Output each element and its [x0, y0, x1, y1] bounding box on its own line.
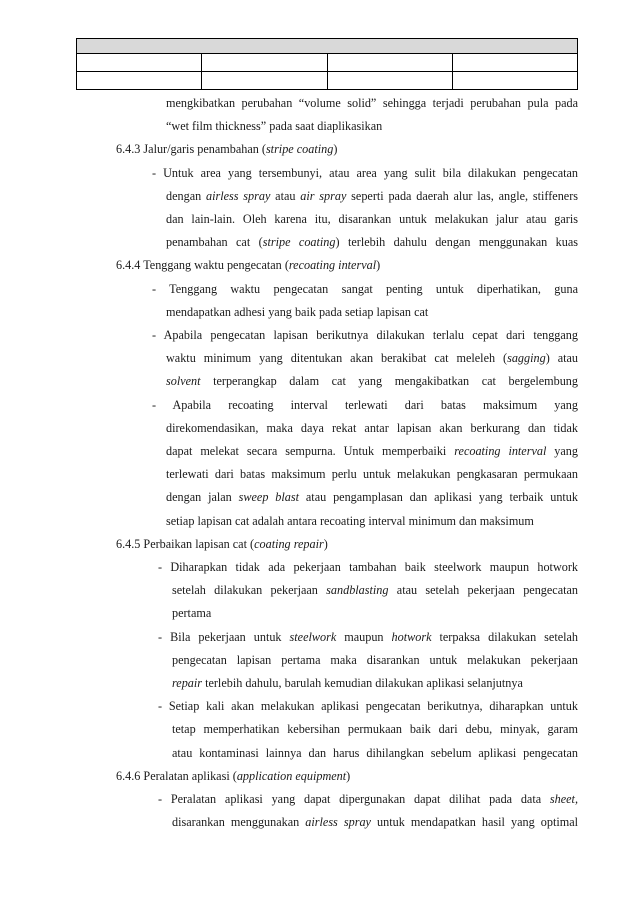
text-line	[172, 721, 578, 737]
text-line	[116, 536, 416, 552]
text-span: dengan	[166, 188, 206, 203]
text-line	[166, 513, 578, 529]
text-line	[166, 118, 466, 134]
text-line	[166, 350, 578, 366]
text-span: terlebih dahulu, barulah kemudian dilakukan aplikasi selanjutnya	[202, 676, 523, 690]
text-span: terlewati dari batas maksimum perlu untuk melakukan pengkasaran permukaan	[166, 467, 578, 482]
text-span: - Peralatan aplikasi yang dapat dipergunakan dapat dilihat pada data	[158, 792, 550, 806]
text-span: 6.4.3 Jalur/garis penambahan (	[116, 142, 266, 157]
text-span: setiap lapisan cat adalah antara recoating interval minimum dan maksimum	[166, 513, 534, 528]
text-span: 6.4.5 Perbaikan lapisan cat (	[116, 536, 255, 551]
text-line	[172, 745, 578, 761]
italic-text: airless spray	[206, 188, 271, 203]
text-line	[166, 373, 578, 389]
text-line	[172, 582, 578, 598]
text-span: - Apabila pengecatan lapisan berikutnya dilakukan terlalu cepat dari tenggang	[152, 328, 578, 342]
text-span: pengecatan lapisan pertama maka disarankan untuk melakukan pekerjaan	[172, 652, 578, 667]
text-span: 6.4.4 Tenggang waktu pengecatan (	[116, 258, 289, 273]
italic-text: application equipment	[236, 768, 347, 783]
text-line	[166, 420, 578, 436]
italic-text: solvent	[166, 374, 201, 389]
text-line	[172, 675, 578, 691]
text-line	[152, 281, 578, 297]
text-span: dapat melekat secara sempurna. Untuk memperbaiki	[166, 444, 455, 458]
text-span: untuk mendapatkan hasil yang optimal	[370, 815, 578, 830]
italic-text: sweep blast	[238, 490, 300, 505]
text-span: maupun	[336, 629, 392, 644]
italic-text: hotwork	[391, 629, 432, 644]
italic-text: recoating interval	[454, 444, 547, 458]
text-line	[158, 791, 578, 807]
text-line	[166, 489, 578, 505]
text-span: )	[333, 142, 338, 157]
header-table-cell	[202, 72, 327, 90]
text-span: seperti pada daerah alur las, angle, stiffeners	[346, 188, 578, 203]
text-span: terperangkap dalam cat yang mengakibatkan cat bergelembung	[200, 374, 578, 389]
text-span: atau	[270, 188, 301, 203]
text-line	[152, 165, 578, 181]
header-table-title-cell	[77, 39, 578, 54]
text-span: - Bila pekerjaan untuk	[158, 629, 290, 644]
text-line	[152, 327, 578, 343]
header-table-cell	[77, 72, 202, 90]
text-line	[116, 141, 416, 157]
text-span: atau setelah pekerjaan pengecatan	[388, 583, 578, 598]
text-span: direkomendasikan, maka daya rekat antar lapisan akan berkurang dan tidak	[166, 420, 578, 435]
italic-text: stripe coating	[262, 235, 336, 250]
header-table-cell	[327, 72, 452, 90]
text-span: mendapatkan adhesi yang baik pada setiap lapisan cat	[166, 304, 429, 319]
text-span: - Diharapkan tidak ada pekerjaan tambahan baik steelwork maupun hotwork	[158, 560, 578, 574]
italic-text: air spray	[300, 188, 347, 203]
text-span: ) terlebih dahulu dengan menggunakan kuas	[335, 235, 578, 250]
text-line	[172, 814, 578, 830]
text-span: tetap memperhatikan kebersihan permukaan baik dari debu, minyak, garam	[172, 722, 578, 737]
text-span: yang	[546, 444, 578, 458]
text-span: )	[323, 536, 328, 551]
italic-text: sagging	[507, 351, 546, 366]
text-line	[166, 466, 578, 482]
text-span: - Untuk area yang tersembunyi, atau area yang sulit bila dilakukan pengecatan	[152, 165, 578, 180]
text-line	[166, 234, 578, 250]
italic-text: sandblasting	[326, 583, 389, 598]
text-span: dan lain-lain. Oleh karena itu, disarankan untuk melakukan jalur atau garis	[166, 212, 578, 226]
text-line	[116, 257, 416, 273]
italic-text: airless spray	[305, 815, 371, 830]
text-span: “wet film thickness” pada saat diaplikasikan	[166, 119, 383, 134]
text-span: )	[376, 258, 381, 273]
text-line	[158, 698, 578, 714]
italic-text: steelwork	[289, 629, 337, 644]
text-span: atau kontaminasi lainnya dan harus dihilangkan sebelum aplikasi pengecatan	[172, 745, 578, 760]
header-table-cell	[327, 54, 452, 72]
text-line	[166, 211, 578, 227]
text-line	[166, 304, 466, 320]
text-span: 6.4.6 Peralatan aplikasi (	[116, 768, 237, 783]
italic-text: recoating interval	[288, 258, 377, 273]
text-line	[172, 652, 578, 668]
text-line	[172, 605, 272, 621]
text-span: )	[346, 768, 351, 783]
text-span: mengkibatkan perubahan “volume solid” sehingga terjadi perubahan pula pada	[166, 96, 578, 110]
header-table-cell	[452, 54, 577, 72]
text-span: atau pengamplasan dan aplikasi yang terbaik untuk	[299, 490, 578, 505]
text-line	[116, 768, 416, 784]
header-table-cell	[77, 54, 202, 72]
text-span: disarankan menggunakan	[172, 815, 306, 830]
text-span: pertama	[172, 606, 212, 621]
text-span: penambahan cat (	[166, 235, 263, 250]
header-table	[76, 38, 578, 90]
text-span: ) atau	[545, 351, 578, 366]
italic-text: repair	[172, 676, 203, 690]
text-line	[166, 443, 578, 459]
text-line	[158, 629, 578, 645]
italic-text: sheet,	[549, 792, 578, 806]
italic-text: coating repair	[254, 536, 324, 551]
text-span: terpaksa dilakukan setelah	[431, 629, 579, 644]
text-line	[166, 188, 578, 204]
text-span: waktu minimum yang ditentukan akan berakibat cat meleleh (	[166, 351, 508, 366]
text-span: dengan jalan	[166, 490, 239, 505]
text-span: - Tenggang waktu pengecatan sangat penting untuk diperhatikan, guna	[152, 281, 578, 296]
text-line	[166, 95, 578, 111]
text-line	[152, 397, 578, 413]
text-line	[158, 559, 578, 575]
italic-text: stripe coating	[265, 142, 334, 157]
header-table-cell	[202, 54, 327, 72]
text-span: - Setiap kali akan melakukan aplikasi pengecatan berikutnya, diharapkan untuk	[158, 699, 578, 714]
text-span: - Apabila recoating interval terlewati dari batas maksimum yang	[152, 397, 578, 412]
text-span: setelah dilakukan pekerjaan	[172, 583, 327, 598]
header-table-cell	[452, 72, 577, 90]
